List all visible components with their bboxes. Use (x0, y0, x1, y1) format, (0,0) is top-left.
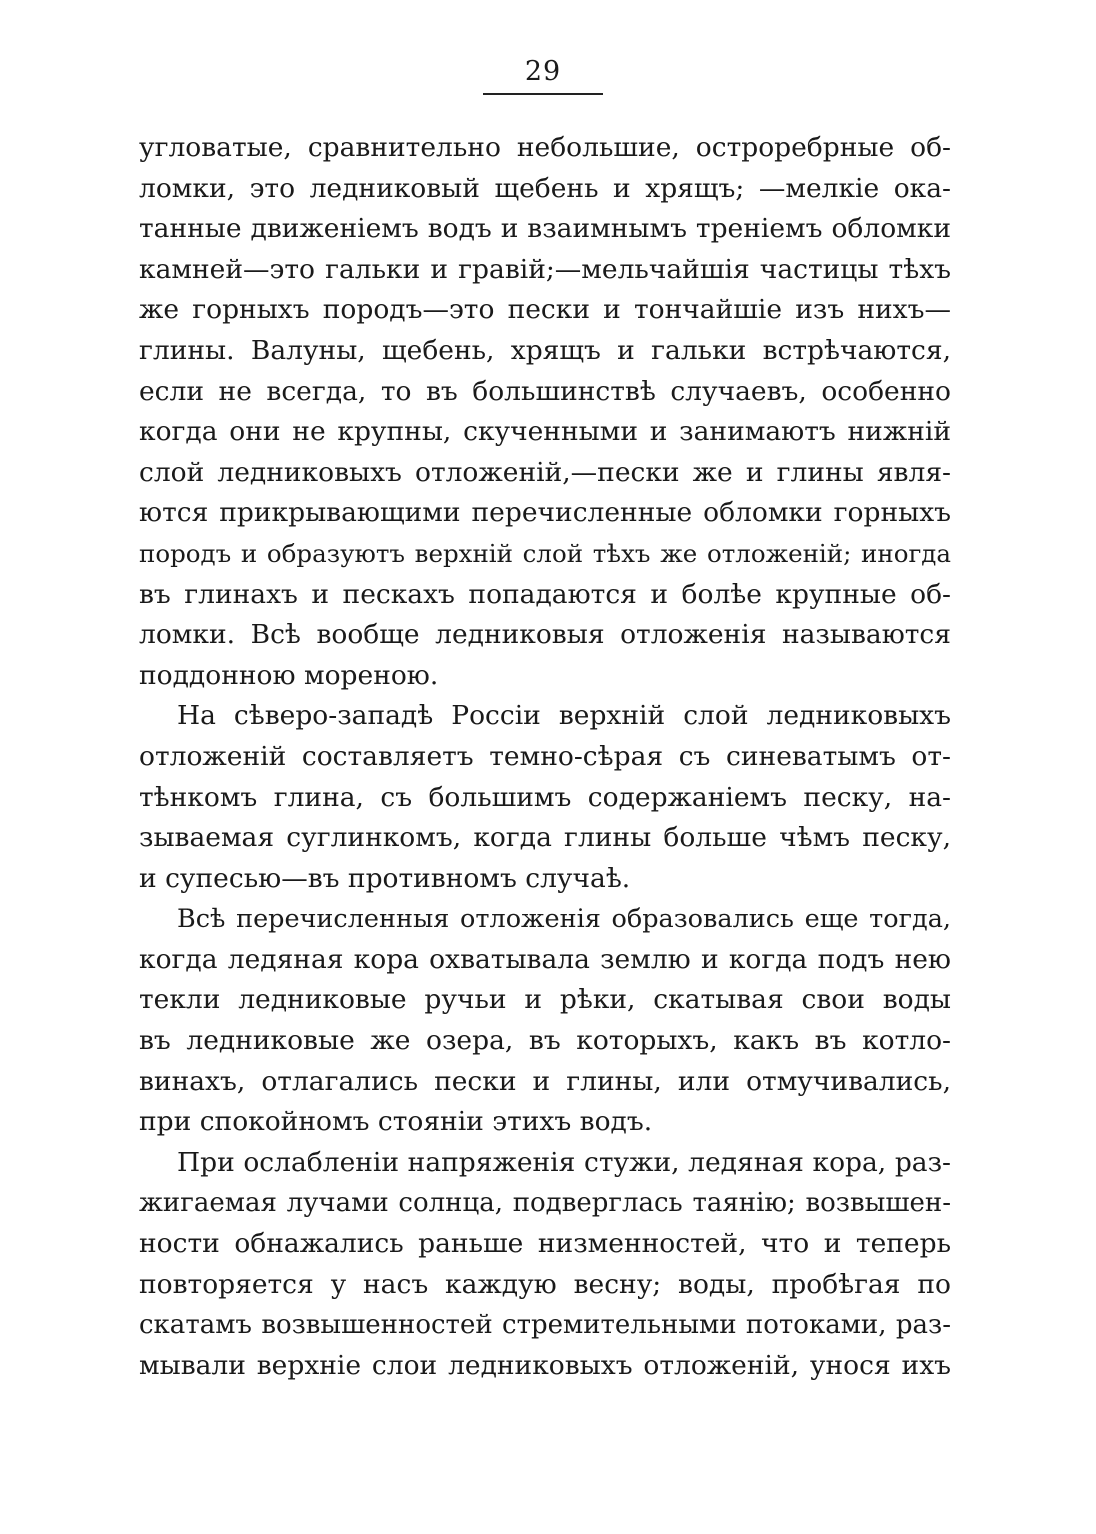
text-line: же горныхъ породъ—это пески и тончайшiе изъ нихъ— (139, 294, 951, 326)
text-line: когда ледяная кора охватывала землю и когда подъ нею (139, 943, 951, 975)
text-line: угловатые, сравнительно небольшие, остроребрные об- (139, 132, 951, 163)
text-line: скатамъ возвышенностей стремительными потоками, раз- (139, 1310, 951, 1341)
text-line: На сѣверо-западѣ Россiи верхнiй слой ледниковыхъ (177, 700, 951, 732)
text-line: поддонною мореною. (139, 659, 439, 691)
page-number: 29 (524, 56, 562, 87)
text-line: глины. Валуны, щебень, хрящъ и гальки встрѣчаются, (139, 334, 951, 366)
text-line: винахъ, отлагались пески и глины, или отмучивались, (139, 1065, 951, 1097)
text-line: ются прикрывающими перечисленные обломки горныхъ (139, 497, 951, 529)
text-line: и супесью—въ противномъ случаѣ. (139, 862, 631, 894)
text-line: при спокойномъ стоянiи этихъ водъ. (139, 1106, 653, 1138)
text-line: породъ и образуютъ верхнiй слой тѣхъ же отложенiй; иногда (139, 538, 951, 568)
text-line: повторяется у насъ каждую весну; воды, пробѣгая по (139, 1268, 951, 1300)
text-line: отложенiй составляетъ темно-сѣрая съ синеватымъ от- (139, 740, 951, 772)
text-line: При ослабленiи напряженiя стужи, ледяная кора, раз- (177, 1146, 951, 1178)
text-line: танные движенiемъ водъ и взаимнымъ тренiемъ обломки (139, 213, 951, 245)
text-line: тѣнкомъ глина, съ большимъ содержанiемъ песку, на- (139, 781, 951, 813)
text-line: въ ледниковые же озера, въ которыхъ, какъ въ котло- (139, 1025, 951, 1057)
text-line: мывали верхнiе слои ледниковыхъ отложенiй, унося ихъ (139, 1349, 951, 1381)
text-line: Всѣ перечисленныя отложенiя образовались еще тогда, (177, 904, 951, 935)
text-line: текли ледниковые ручьи и рѣки, скатывая свои воды (139, 984, 951, 1016)
text-line: ности обнажались раньше низменностей, что и теперь (139, 1228, 951, 1260)
text-line: въ глинахъ и пескахъ попадаются и болѣе крупные об- (139, 578, 951, 610)
header-rule (483, 93, 603, 95)
text-line: ломки, это ледниковый щебень и хрящъ; —мелкiе ока- (139, 172, 951, 204)
text-line: слой ледниковыхъ отложенiй,—пески же и глины явля- (139, 456, 951, 488)
text-line: если не всегда, то въ большинствѣ случаевъ, особенно (139, 375, 951, 407)
text-line: ломки. Всѣ вообще ледниковыя отложенiя называются (139, 619, 951, 651)
text-line: когда они не крупны, скученными и занимаютъ нижнiй (139, 416, 951, 448)
body-text (139, 128, 951, 1386)
text-line: камней—это гальки и гравiй;—мельчайшiя частицы тѣхъ (139, 253, 951, 285)
text-line: жигаемая лучами солнца, подверглась таянiю; возвышен- (139, 1188, 951, 1219)
text-line: зываемая суглинкомъ, когда глины больше чѣмъ песку, (139, 822, 951, 854)
